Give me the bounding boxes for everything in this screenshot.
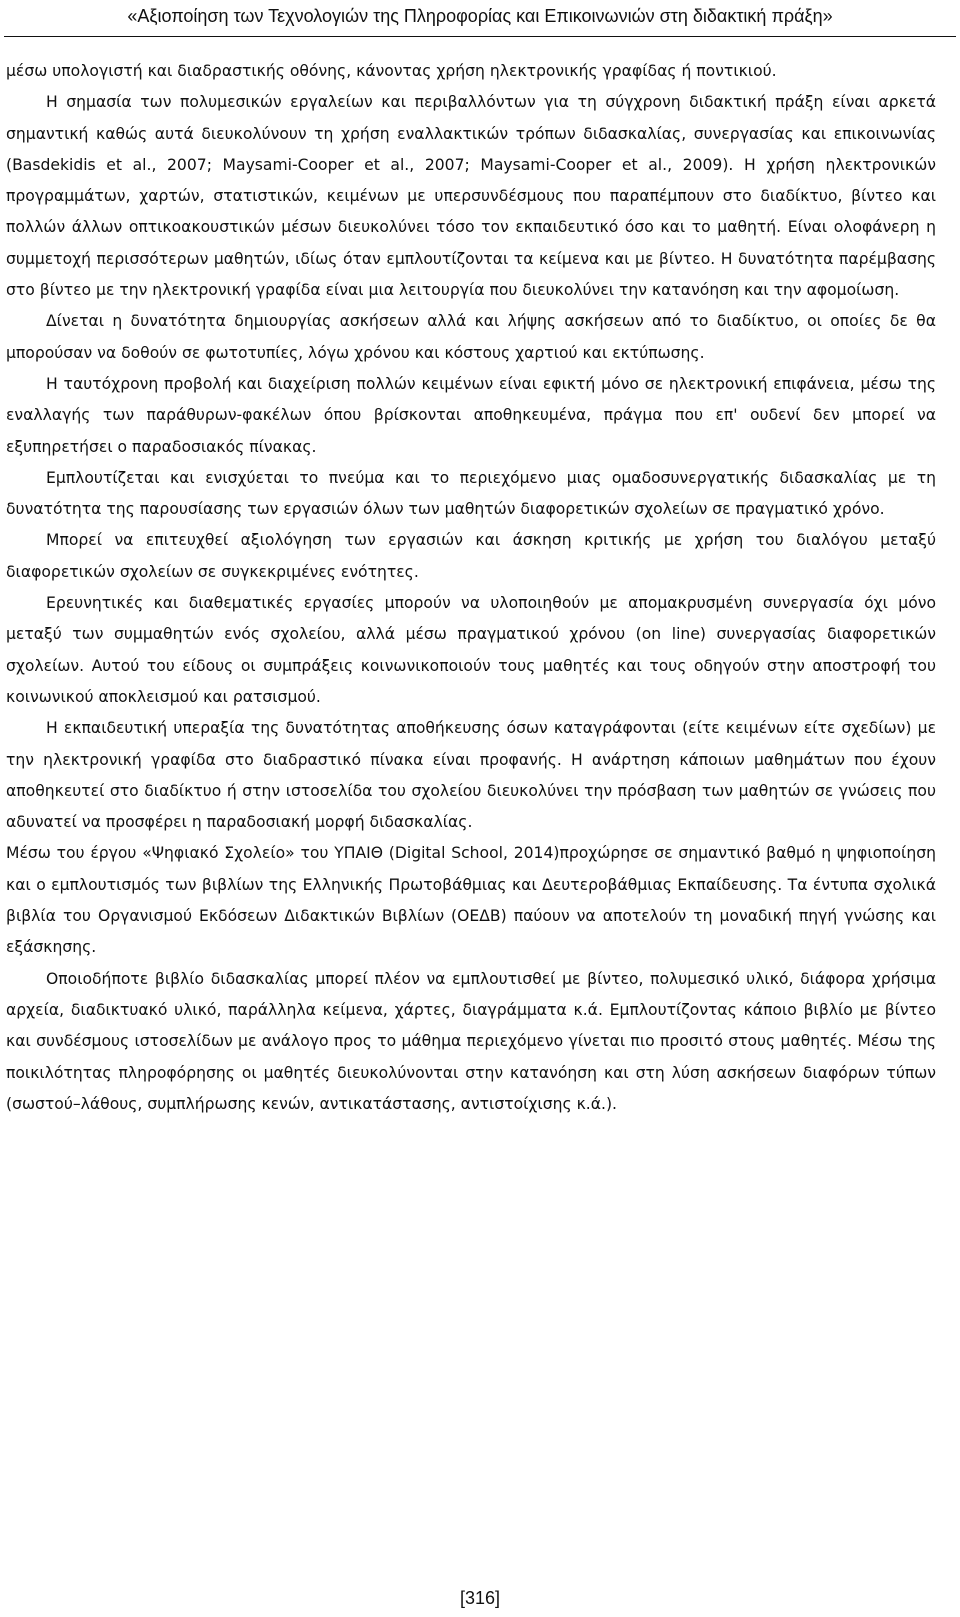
page-number: [316] xyxy=(459,1588,501,1608)
paragraph: Ερευνητικές και διαθεματικές εργασίες μπορούν να υλοποιηθούν με απομακρυσμένη συνεργασία όχι μόνο μεταξύ των συμμαθητών ενός σχολείου, αλλά μέσω πραγματικού χρόνου (on line) συνεργασίας διαφορετικών σχολείων. Αυτού του είδους οι συμπράξεις κοινωνικοποιούν τους μαθητές και τους οδηγούν στην αποστροφή του κοινωνικού αποκλεισμού και ρατσισμού. xyxy=(6,594,936,706)
running-header: «Αξιοποίηση των Τεχνολογιών της Πληροφορίας και Επικοινωνιών στη διδακτική πράξη» xyxy=(127,6,833,26)
paragraph: Δίνεται η δυνατότητα δημιουργίας ασκήσεων αλλά και λήψης ασκήσεων από το διαδίκτυο, οι οποίες δε θα μπορούσαν να δοθούν σε φωτοτυπίες, λόγω χρόνου και κόστους χαρτιού και εκτύπωσης. xyxy=(6,312,936,362)
header-rule xyxy=(4,36,956,37)
paragraph: Η ταυτόχρονη προβολή και διαχείριση πολλών κειμένων είναι εφικτή μόνο σε ηλεκτρονική επιφάνεια, μέσω της εναλλαγής των παράθυρων-φακέλων όπου βρίσκονται αποθηκευμένα, πράγμα που επ' ουδενί δεν μπορεί να εξυπηρετήσει ο παραδοσιακός πίνακας. xyxy=(6,374,936,456)
paragraph: Οποιοδήποτε βιβλίο διδασκαλίας μπορεί πλέον να εμπλουτισθεί με βίντεο, πολυμεσικό υλικό, διάφορα χρήσιμα αρχεία, διαδικτυακό υλικό, παράλληλα κείμενα, χάρτες, διαγράμματα κ.ά. Εμπλουτίζοντας κάποιο βιβλίο με βίντεο και συνδέσμους ιστοσελίδων με ανάλογο προς το μάθημα περιεχόμενο γίνεται πιο προσιτό στους μαθητές. Μέσω της ποικιλότητας πληροφόρησης οι μαθητές διευκολύνονται στην κατανόηση και στη λύση ασκήσεων διαφόρων τύπων (σωστού–λάθους, συμπλήρωσης κενών, αντικατάστασης, αντιστοίχισης κ.ά.). xyxy=(6,969,936,1113)
body-text xyxy=(6,56,936,1120)
paragraph: Μπορεί να επιτευχθεί αξιολόγηση των εργασιών και άσκηση κριτικής με χρήση του διαλόγου μεταξύ διαφορετικών σχολείων σε συγκεκριμένες ενότητες. xyxy=(6,531,936,581)
paragraph: Εμπλουτίζεται και ενισχύεται το πνεύμα και το περιεχόμενο μιας ομαδοσυνεργατικής διδασκαλίας με τη δυνατότητα της παρουσίασης των εργασιών όλων των μαθητών διαφορετικών σχολείων σε πραγματικό χρόνο. xyxy=(6,468,936,519)
paragraph: Μέσω του έργου «Ψηφιακό Σχολείο» του ΥΠΑΙΘ (Digital School, 2014)προχώρησε σε σημαντικό βαθμό η ψηφιοποίηση και ο εμπλουτισμός των βιβλίων της Ελληνικής Πρωτοβάθμιας και Δευτεροβάθμιας Εκπαίδευσης. Τα έντυπα σχολικά βιβλία του Οργανισμού Εκδόσεων Διδακτικών Βιβλίων (ΟΕΔΒ) παύουν να αποτελούν τη μοναδική πηγή γνώσης και εξάσκησης. xyxy=(6,844,936,957)
paragraph: μέσω υπολογιστή και διαδραστικής οθόνης, κάνοντας χρήση ηλεκτρονικής γραφίδας ή ποντικιού. xyxy=(6,62,777,80)
paragraph: Η εκπαιδευτική υπεραξία της δυνατότητας αποθήκευσης όσων καταγράφονται (είτε κειμένων είτε σχεδίων) με την ηλεκτρονική γραφίδα στο διαδραστικό πίνακα είναι προφανής. Η ανάρτηση κάποιων μαθημάτων που έχουν αποθηκευτεί στο διαδίκτυο ή στην ιστοσελίδα του σχολείου διευκολύνει την πρόσβαση των μαθητών σε γνώσεις που αδυνατεί να προσφέρει η παραδοσιακή μορφή διδασκαλίας. xyxy=(6,719,936,832)
paragraph: Η σημασία των πολυμεσικών εργαλείων και περιβαλλόντων για τη σύγχρονη διδακτική πράξη είναι αρκετά σημαντική καθώς αυτά διευκολύνουν τη χρήση εναλλακτικών τρόπων διδασκαλίας, συνεργασίας και επικοινωνίας (Basdekidis et al., 2007; Maysami-Cooper et al., 2007; Maysami-Cooper et al., 2009). Η χρήση ηλεκτρονικών προγραμμάτων, χαρτών, στατιστικών, κειμένων με υπερσυνδέσμους που παραπέμπουν στο διαδίκτυο, βίντεο και πολλών άλλων οπτικοακουστικών μέσων διευκολύνει τόσο τον εκπαιδευτικό όσο και το μαθητή. Είναι ολοφάνερη η συμμετοχή περισσότερων μαθητών, ιδίως όταν εμπλουτίζονται τα κείμενα και με βίντεο. Η δυνατότητα παρέμβασης στο βίντεο με την ηλεκτρονική γραφίδα είναι μια λειτουργία που διευκολύνει την κατανόηση και την αφομοίωση. xyxy=(6,93,936,300)
